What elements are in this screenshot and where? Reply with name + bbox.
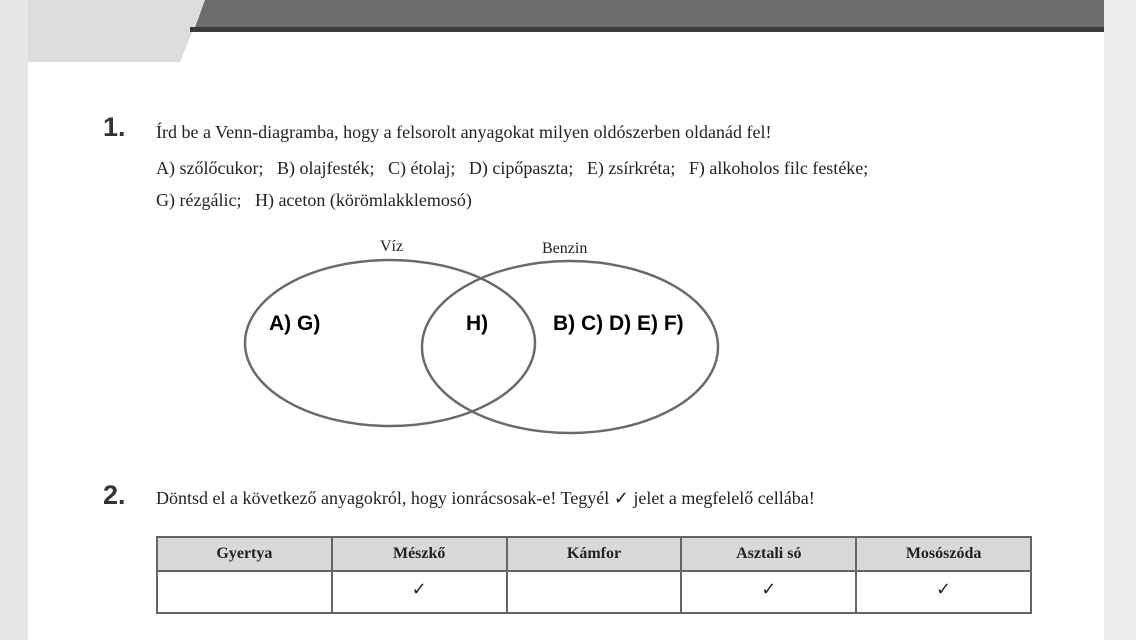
right-margin (1104, 0, 1136, 640)
answer-cell[interactable] (507, 571, 682, 613)
venn-left-label: Víz (380, 238, 404, 255)
venn-right-answer: B) C) D) E) F) (553, 312, 684, 335)
column-header: Mosószóda (856, 537, 1031, 571)
venn-right-label: Benzin (542, 240, 588, 257)
table-answer-row (157, 571, 1031, 613)
answer-cell[interactable] (681, 571, 856, 613)
checkmark-icon: ✓ (936, 578, 952, 600)
answer-cell[interactable] (157, 571, 332, 613)
venn-diagram (240, 230, 730, 445)
answer-cell[interactable] (332, 571, 507, 613)
column-header: Asztali só (681, 537, 856, 571)
column-header: Gyertya (157, 537, 332, 571)
venn-circles (240, 230, 730, 445)
task1-number: 1. (103, 112, 126, 142)
task1-instruction: Írd be a Venn-diagramba, hogy a felsorolt anyagokat milyen oldószerben oldanád fel! (156, 122, 772, 142)
checkmark-icon: ✓ (761, 578, 777, 600)
column-header: Mészkő (332, 537, 507, 571)
venn-right-circle (422, 261, 718, 433)
venn-left-answer: A) G) (269, 312, 321, 335)
table-header-row (157, 537, 1031, 571)
venn-intersection-answer: H) (466, 312, 489, 335)
checkmark-icon: ✓ (411, 578, 427, 600)
task2-instruction: Döntsd el a következő anyagokról, hogy ionrácsosak-e! Tegyél ✓ jelet a megfelelő cellába! (156, 488, 815, 508)
ionic-lattice-table (156, 536, 1032, 614)
header-banner (0, 0, 1136, 75)
answer-cell[interactable] (856, 571, 1031, 613)
task1-items-line1: A) szőlőcukor; B) olajfesték; C) étolaj; D) cipőpaszta; E) zsírkréta; F) alkoholos filc festéke; (156, 158, 869, 178)
column-header: Kámfor (507, 537, 682, 571)
venn-left-circle (245, 260, 535, 426)
task2-number: 2. (103, 480, 126, 510)
task1-items-line2: G) rézgálic; H) aceton (körömlakklemosó) (156, 190, 472, 210)
